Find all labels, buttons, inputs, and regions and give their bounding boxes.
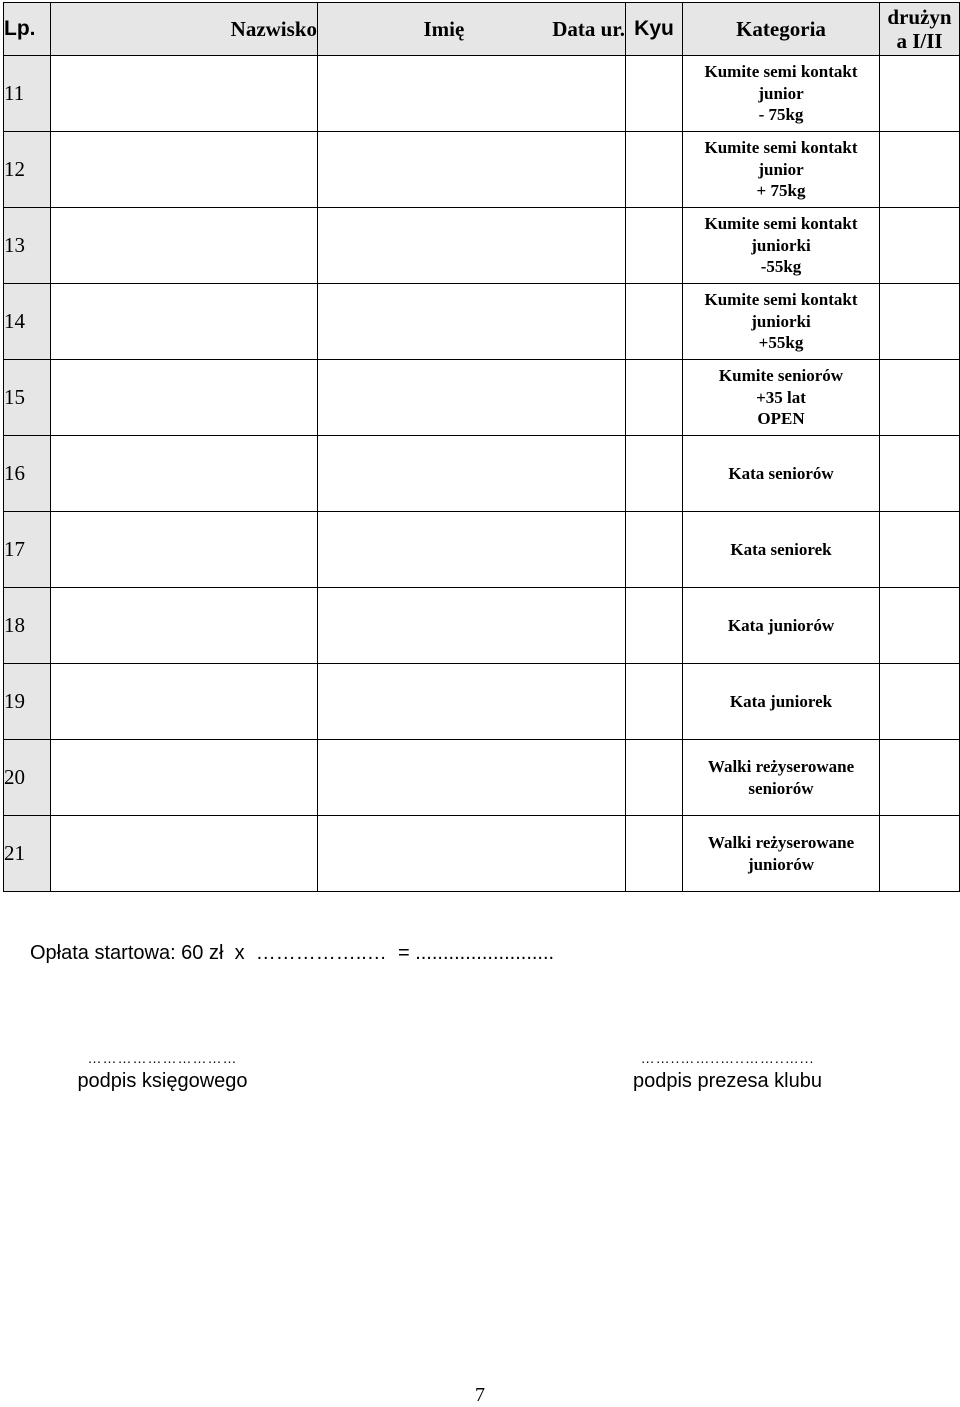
team-cell[interactable]: [880, 56, 960, 132]
team-cell[interactable]: [880, 512, 960, 588]
row-lp: 18: [4, 588, 51, 664]
row-category: Walki reżyserowane seniorów: [683, 740, 880, 816]
row-category: Kumite semi kontakt junior + 75kg: [683, 132, 880, 208]
table-row: [4, 664, 960, 740]
row-lp: 19: [4, 664, 51, 740]
table-row: [4, 436, 960, 512]
first-name-cell[interactable]: [318, 132, 626, 208]
fee-equals: =: [397, 942, 410, 964]
team-cell[interactable]: [880, 284, 960, 360]
first-name-cell[interactable]: [318, 512, 626, 588]
table-header-row: [4, 3, 960, 56]
header-kyu: Kyu: [626, 3, 683, 56]
table-row: [4, 56, 960, 132]
surname-cell[interactable]: [51, 56, 318, 132]
row-category: Kumite semi kontakt juniorki -55kg: [683, 208, 880, 284]
team-cell[interactable]: [880, 664, 960, 740]
row-lp: 17: [4, 512, 51, 588]
signature-president: [600, 1050, 855, 1093]
kyu-cell[interactable]: [626, 132, 683, 208]
surname-cell[interactable]: [51, 664, 318, 740]
row-lp: 21: [4, 816, 51, 892]
team-cell[interactable]: [880, 132, 960, 208]
kyu-cell[interactable]: [626, 512, 683, 588]
row-category: Kumite seniorów +35 lat OPEN: [683, 360, 880, 436]
header-surname: Nazwisko: [51, 3, 318, 56]
row-lp: 16: [4, 436, 51, 512]
row-category: Kumite semi kontakt juniorki +55kg: [683, 284, 880, 360]
row-lp: 20: [4, 740, 51, 816]
table-row: [4, 360, 960, 436]
row-category: Kata seniorów: [683, 436, 880, 512]
fee-multiplier: x: [234, 942, 245, 964]
team-cell[interactable]: [880, 816, 960, 892]
team-cell[interactable]: [880, 740, 960, 816]
table-row: [4, 740, 960, 816]
header-first-name: [318, 3, 626, 56]
team-cell[interactable]: [880, 360, 960, 436]
registration-table: [3, 2, 960, 892]
header-first-name-label: Imię: [423, 16, 465, 41]
row-category: Kata juniorek: [683, 664, 880, 740]
fee-total-field[interactable]: .........................: [415, 942, 555, 964]
row-lp: 13: [4, 208, 51, 284]
signature-president-line[interactable]: ……..……..…..……..…...: [640, 1050, 815, 1066]
first-name-cell[interactable]: [318, 740, 626, 816]
kyu-cell[interactable]: [626, 664, 683, 740]
first-name-cell[interactable]: [318, 436, 626, 512]
table-row: [4, 132, 960, 208]
first-name-cell[interactable]: [318, 208, 626, 284]
kyu-cell[interactable]: [626, 284, 683, 360]
surname-cell[interactable]: [51, 816, 318, 892]
surname-cell[interactable]: [51, 208, 318, 284]
kyu-cell[interactable]: [626, 740, 683, 816]
kyu-cell[interactable]: [626, 816, 683, 892]
surname-cell[interactable]: [51, 588, 318, 664]
first-name-cell[interactable]: [318, 588, 626, 664]
first-name-cell[interactable]: [318, 360, 626, 436]
entry-fee-line: [30, 942, 554, 965]
fee-count-field[interactable]: ……………..…: [255, 942, 387, 964]
signature-accountant-line[interactable]: …………………………: [87, 1050, 238, 1066]
surname-cell[interactable]: [51, 360, 318, 436]
surname-cell[interactable]: [51, 740, 318, 816]
kyu-cell[interactable]: [626, 56, 683, 132]
table-row: [4, 816, 960, 892]
row-lp: 15: [4, 360, 51, 436]
signature-accountant-label: podpis księgowego: [77, 1070, 248, 1092]
header-team: drużyn a I/II: [880, 3, 960, 56]
table-row: [4, 512, 960, 588]
team-cell[interactable]: [880, 436, 960, 512]
surname-cell[interactable]: [51, 512, 318, 588]
table-row: [4, 284, 960, 360]
kyu-cell[interactable]: [626, 360, 683, 436]
first-name-cell[interactable]: [318, 816, 626, 892]
signature-accountant: [40, 1050, 285, 1093]
table-row: [4, 588, 960, 664]
header-birth-date: Data ur.: [552, 16, 625, 41]
kyu-cell[interactable]: [626, 588, 683, 664]
row-category: Kumite semi kontakt junior - 75kg: [683, 56, 880, 132]
team-cell[interactable]: [880, 588, 960, 664]
row-lp: 11: [4, 56, 51, 132]
table-row: [4, 208, 960, 284]
header-category: Kategoria: [683, 3, 880, 56]
team-cell[interactable]: [880, 208, 960, 284]
header-lp: Lp.: [4, 3, 51, 56]
row-category: Walki reżyserowane juniorów: [683, 816, 880, 892]
signature-president-label: podpis prezesa klubu: [632, 1070, 822, 1092]
fee-label: Opłata startowa: 60 zł: [30, 942, 224, 964]
page-number: 7: [475, 1384, 485, 1406]
row-lp: 14: [4, 284, 51, 360]
row-category: Kata seniorek: [683, 512, 880, 588]
kyu-cell[interactable]: [626, 208, 683, 284]
surname-cell[interactable]: [51, 436, 318, 512]
first-name-cell[interactable]: [318, 284, 626, 360]
first-name-cell[interactable]: [318, 664, 626, 740]
surname-cell[interactable]: [51, 284, 318, 360]
surname-cell[interactable]: [51, 132, 318, 208]
row-category: Kata juniorów: [683, 588, 880, 664]
first-name-cell[interactable]: [318, 56, 626, 132]
kyu-cell[interactable]: [626, 436, 683, 512]
row-lp: 12: [4, 132, 51, 208]
